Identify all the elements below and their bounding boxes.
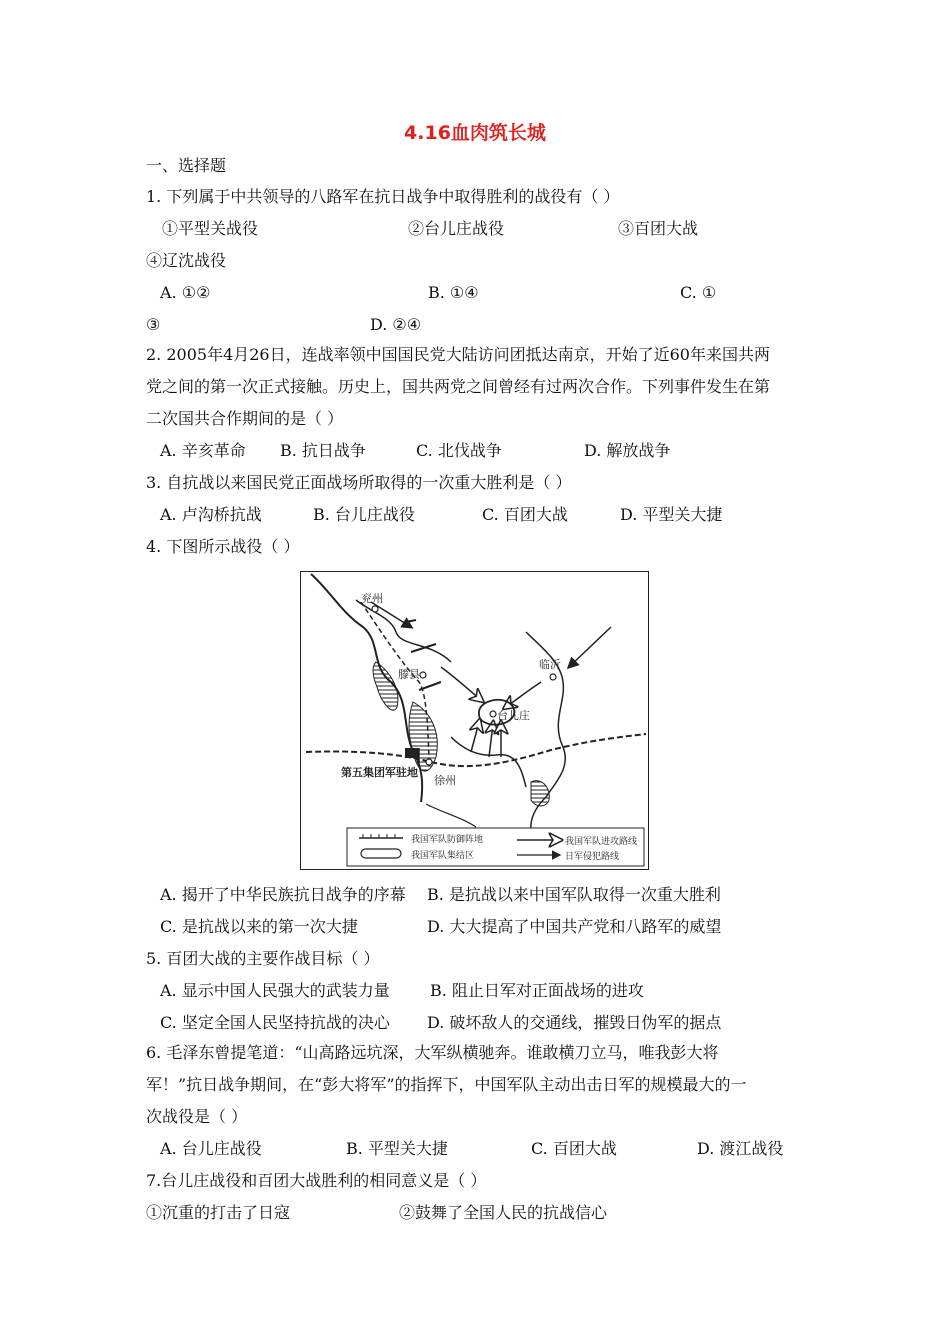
battle-map bbox=[300, 571, 649, 870]
q5-stem: 5. 百团大战的主要作战目标（ ） bbox=[146, 949, 380, 968]
attack-arrow-2 bbox=[506, 682, 541, 707]
city-taierzhuang-marker bbox=[490, 711, 496, 717]
assembly-zone-south bbox=[531, 781, 549, 806]
attack-arrow-4 bbox=[489, 724, 493, 757]
q1-option-d: D. ②④ bbox=[370, 315, 422, 334]
legend-attack: 我国军队进攻路线 bbox=[565, 837, 638, 847]
q2-line-3: 二次国共合作期间的是（ ） bbox=[146, 409, 344, 428]
q6-option-d: D. 渡江战役 bbox=[697, 1139, 784, 1158]
q6-option-b: B. 平型关大捷 bbox=[346, 1139, 448, 1158]
legend-invasion: 日军侵犯路线 bbox=[565, 852, 620, 862]
defense-line-1 bbox=[406, 620, 416, 622]
q7-item-1: ①沉重的打击了日寇 bbox=[146, 1203, 291, 1222]
q7-item-2: ②鼓舞了全国人民的抗战信心 bbox=[399, 1203, 608, 1222]
attack-arrow-3 bbox=[471, 722, 479, 752]
river-upper bbox=[356, 600, 451, 662]
q4-stem: 4. 下图所示战役（ ） bbox=[146, 537, 300, 556]
q6-line-3: 次战役是（ ） bbox=[146, 1107, 248, 1126]
q2-line-1: 2. 2005年4月26日，连战率领中国国民党大陆访问团抵达南京，开始了近60年来国共两 bbox=[146, 345, 770, 364]
q3-option-b: B. 台儿庄战役 bbox=[313, 505, 415, 524]
q7-stem: 7.台儿庄战役和百团大战胜利的相同意义是（ ） bbox=[146, 1171, 487, 1190]
q2-option-c: C. 北伐战争 bbox=[416, 441, 502, 460]
label-hq: 第五集团军驻地 bbox=[341, 766, 418, 779]
page-title: 4.16血肉筑长城 bbox=[404, 122, 546, 144]
river-lower bbox=[451, 737, 526, 787]
legend-assembly: 我国军队集结区 bbox=[411, 851, 475, 861]
q1-option-c-cont: ③ bbox=[146, 315, 161, 334]
q2-option-b: B. 抗日战争 bbox=[280, 441, 366, 460]
q4-option-c: C. 是抗战以来的第一次大捷 bbox=[160, 917, 358, 936]
assembly-zone-west bbox=[373, 662, 398, 710]
q4-option-d: D. 大大提高了中国共产党和八路军的威望 bbox=[427, 917, 722, 936]
river-small bbox=[426, 804, 476, 827]
q1-item-1: ①平型关战役 bbox=[162, 219, 259, 238]
q1-option-a: A. ①② bbox=[160, 283, 211, 302]
city-xuzhou-marker bbox=[426, 759, 432, 765]
q1-item-3: ③百团大战 bbox=[618, 219, 699, 238]
city-tengxian-marker bbox=[420, 672, 426, 678]
q6-line-2: 军！”抗日战争期间，在“彭大将军”的指挥下，中国军队主动出击日军的规模最大的一 bbox=[146, 1075, 747, 1094]
q2-line-2: 党之间的第一次正式接触。历史上，国共两党之间曾经有过两次合作。下列事件发生在第 bbox=[146, 377, 771, 396]
q6-option-a: A. 台儿庄战役 bbox=[160, 1139, 262, 1158]
q2-option-d: D. 解放战争 bbox=[584, 441, 671, 460]
section-heading: 一、选择题 bbox=[146, 156, 227, 175]
q3-option-a: A. 卢沟桥抗战 bbox=[160, 505, 262, 524]
q1-item-4: ④辽沈战役 bbox=[146, 251, 227, 270]
label-xuzhou: 徐州 bbox=[434, 774, 456, 787]
q3-option-c: C. 百团大战 bbox=[482, 505, 568, 524]
q2-option-a: A. 辛亥革命 bbox=[160, 441, 246, 460]
label-taierzhuang: 台儿庄 bbox=[497, 709, 530, 722]
legend-defense: 我国军队防御阵地 bbox=[411, 835, 484, 845]
city-yanzhou-marker bbox=[372, 606, 378, 612]
q5-option-d: D. 破坏敌人的交通线，摧毁日伪军的据点 bbox=[427, 1013, 722, 1032]
q5-option-c: C. 坚定全国人民坚持抗战的决心 bbox=[160, 1013, 390, 1032]
q1-option-c: C. ① bbox=[680, 283, 717, 302]
city-linyi-marker bbox=[550, 674, 556, 680]
label-linyi: 临沂 bbox=[539, 658, 561, 671]
q1-option-b: B. ①④ bbox=[428, 283, 479, 302]
q5-option-a: A. 显示中国人民强大的武装力量 bbox=[160, 981, 390, 1000]
q1-item-2: ②台儿庄战役 bbox=[408, 219, 505, 238]
defense-line-2 bbox=[411, 644, 436, 652]
q4-option-a: A. 揭开了中华民族抗日战争的序幕 bbox=[160, 885, 406, 904]
railway-main bbox=[306, 734, 646, 766]
label-tengxian: 滕县 bbox=[398, 668, 420, 681]
label-yanzhou: 兖州 bbox=[361, 592, 383, 605]
invasion-arrow-east bbox=[569, 627, 611, 667]
q3-option-d: D. 平型关大捷 bbox=[620, 505, 723, 524]
hq-flag bbox=[405, 748, 419, 758]
q6-option-c: C. 百团大战 bbox=[531, 1139, 617, 1158]
q3-stem: 3. 自抗战以来国民党正面战场所取得的一次重大胜利是（ ） bbox=[146, 473, 572, 492]
defense-line-3 bbox=[419, 682, 441, 690]
q5-option-b: B. 阻止日军对正面战场的进攻 bbox=[430, 981, 644, 1000]
q1-stem: 1. 下列属于中共领导的八路军在抗日战争中取得胜利的战役有（ ） bbox=[146, 187, 620, 206]
q6-line-1: 6. 毛泽东曾提笔道：“山高路远坑深，大军纵横驰奔。谁敢横刀立马，唯我彭大将 bbox=[146, 1043, 719, 1062]
q4-option-b: B. 是抗战以来中国军队取得一次重大胜利 bbox=[427, 885, 721, 904]
attack-arrow-1 bbox=[441, 667, 481, 700]
